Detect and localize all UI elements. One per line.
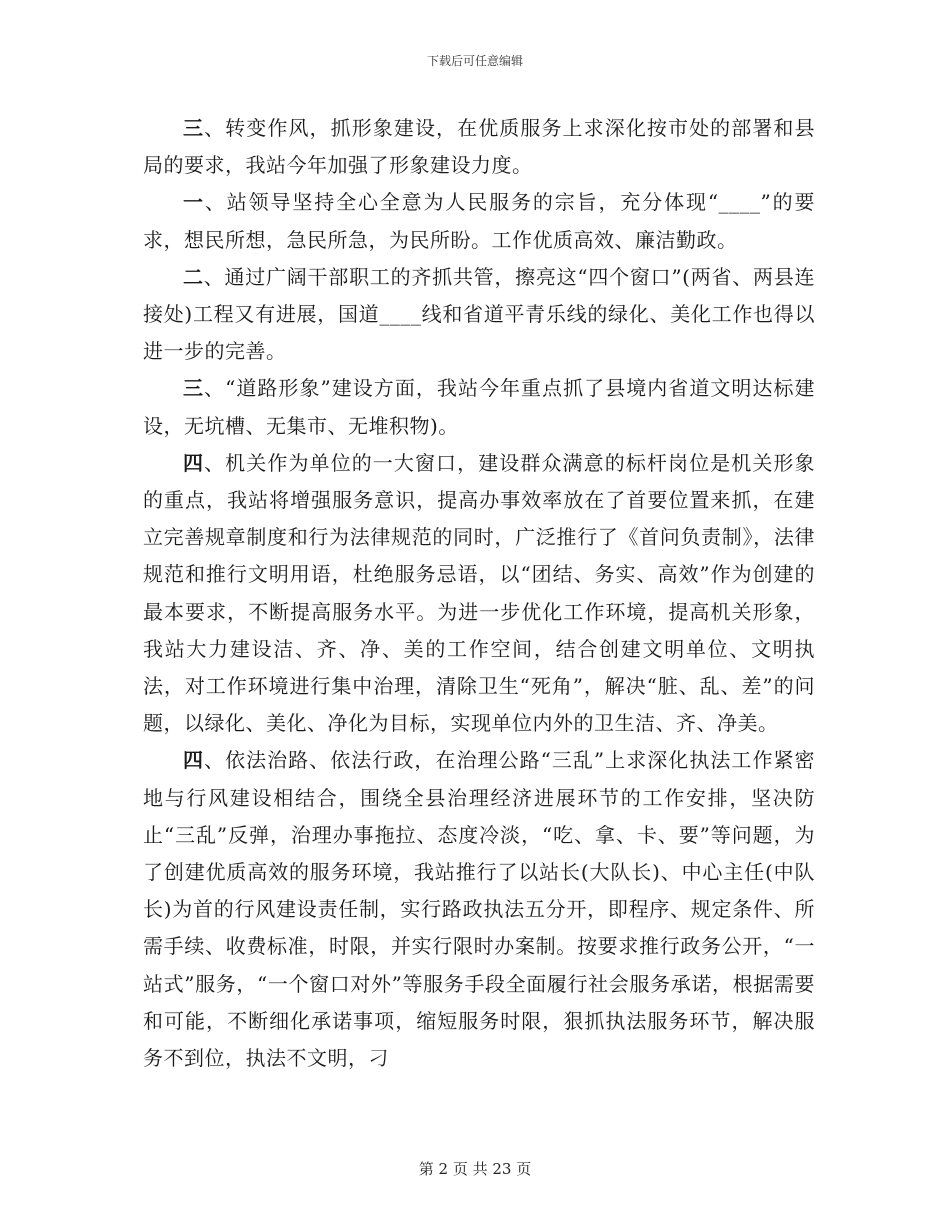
paragraph-6 — [143, 742, 815, 1077]
paragraph-3 — [143, 259, 815, 371]
paragraph-2-lead: 一 — [183, 190, 205, 215]
paragraph-3-text: 、通过广阔干部职工的齐抓共管，擦亮这“四个窗口”(两省、两县连接处)工程又有进展，国道____线和省道平青乐线的绿化、美化工作也得以进一步的完善。 — [143, 264, 815, 364]
paragraph-5-lead: 四 — [183, 450, 205, 475]
paragraph-1 — [143, 110, 815, 184]
page-number-footer: 第 2 页 共 23 页 — [418, 1160, 532, 1178]
paragraph-5-text: 、机关作为单位的一大窗口，建设群众满意的标杆岗位是机关形象的重点，我站将增强服务意识，提高办事效率放在了首要位置来抓，在建立完善规章制度和行为法律规范的同时，广泛推行了《首问负责制》，法律规范和推行文明用语，杜绝服务忌语，以“团结、务实、高效”作为创建的最本要求，不断提高服务水平。为进一步优化工作环境，提高机关形象，我站大力建设洁、齐、净、美的工作空间，结合创建文明单位、文明执法，对工作环境进行集中治理，清除卫生“死角”，解决“脏、乱、差”的问题，以绿化、美化、净化为目标，实现单位内外的卫生洁、齐、净美。 — [143, 450, 816, 736]
paragraph-4-text: 、“道路形象”建设方面，我站今年重点抓了县境内省道文明达标建设，无坑槽、无集市、无堆积物)。 — [143, 376, 816, 438]
document-body — [143, 110, 815, 1077]
paragraph-1-text: 、转变作风，抓形象建设，在优质服务上求深化按市处的部署和县局的要求，我站今年加强了形象建设力度。 — [143, 116, 816, 178]
paragraph-3-lead: 二 — [183, 264, 204, 289]
paragraph-6-lead: 四 — [183, 748, 205, 773]
paragraph-6-text: 、依法治路、依法行政，在治理公路“三乱”上求深化执法工作紧密地与行风建设相结合，围绕全县治理经济进展环节的工作安排，坚决防止“三乱”反弹，治理办事拖拉、态度冷淡，“吃、拿、卡、要”等问题，为了创建优质高效的服务环境，我站推行了以站长(大队长)、中心主任(中队长)为首的行风建设责任制，实行路政执法五分开，即程序、规定条件、所需手续、收费标准，时限，并实行限时办案制。按要求推行政务公开，“一站式”服务，“一个窗口对外”等服务手段全面履行社会服务承诺，根据需要和可能，不断细化承诺事项，缩短服务时限，狠抓执法服务环节，解决服务不到位，执法不文明，刁 — [143, 748, 816, 1071]
paragraph-2 — [143, 184, 815, 258]
paragraph-4 — [143, 370, 815, 444]
paragraph-4-lead: 三 — [183, 376, 205, 401]
page-header-note: 下载后可任意编辑 — [426, 54, 523, 68]
paragraph-5 — [143, 445, 815, 743]
paragraph-1-lead: 三 — [183, 116, 205, 140]
paragraph-2-text: 、站领导坚持全心全意为人民服务的宗旨，充分体现“____”的要求，想民所想，急民所急，为民所盼。工作优质高效、廉洁勤政。 — [143, 190, 816, 252]
